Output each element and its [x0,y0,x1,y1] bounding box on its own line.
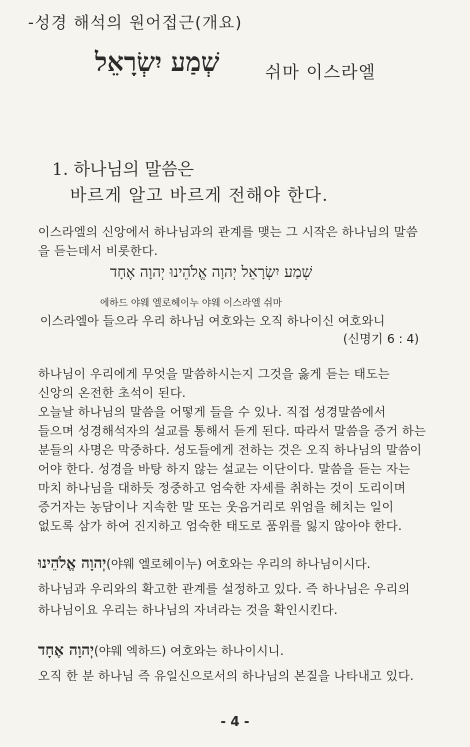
term-gloss: (야웨 엘로헤이누) 여호와는 우리의 하나님이시다. [106,557,371,571]
term-heading [38,641,284,660]
term-hebrew: יְהוָה אֶחָד [38,641,94,659]
term-line: 하나님이요 우리는 하나님의 자녀라는 것을 확인시킨다. [38,603,338,617]
paragraph-line: 증거자는 농담이나 지속한 말 또는 웃음거리로 위엄을 헤치는 일이 [38,500,394,514]
paragraph-line: 분들의 사명은 막중하다. 성도들에게 전하는 것은 오직 하나님의 말씀이 [38,443,422,457]
scripture-citation: (신명기 6 : 4) [343,332,420,346]
term-hebrew: יְהוָה אֱלֹהֵינוּ [38,554,107,572]
title-hebrew: שְׁמַע יִשְׂרָאֵל [95,48,220,78]
paragraph-line: 신앙의 온전한 초석이 된다. [38,386,187,400]
intro-line: 이스라엘의 신앙에서 하나님과의 관계를 맺는 그 시작은 하나님의 말씀 [38,225,418,239]
shema-transliteration: 에하드 야웨 엘로헤이누 야웨 이스라엘 쉬마 [100,298,283,309]
term-line: 오직 한 분 하나님 즉 유일신으로서의 하나님의 본질을 나타내고 있다. [38,669,414,683]
running-header: -성경 해석의 원어접근(개요) [28,13,243,32]
intro-line: 을 듣는데서 비롯한다. [38,244,158,258]
paragraph-line: 하나님이 우리에게 무엇을 말씀하시는지 그것을 옳게 듣는 태도는 [38,367,390,381]
shema-translation: 이스라엘아 들으라 우리 하나님 여호와는 오직 하나이신 여호와니 [40,314,385,328]
title-korean: 쉬마 이스라엘 [265,63,376,83]
paragraph-line: 없도록 삼가 하여 진지하고 엄숙한 태도로 품위를 잃지 않아야 한다. [38,519,403,533]
paragraph-line: 마치 하나님을 대하듯 정중하고 엄숙한 자세를 취하는 것이 도리이며 [38,481,406,495]
paragraph-line: 어야 한다. 성경을 바탕 하지 않는 설교는 이단이다. 말씀을 듣는 자는 [38,462,411,476]
term-line: 하나님과 우리와의 확고한 관계를 설정하고 있다. 즉 하나님은 우리의 [38,582,410,596]
term-gloss: (야웨 엑하드) 여호와는 하나이시니. [93,644,284,658]
section-heading-line2: 바르게 알고 바르게 전해야 한다. [70,186,329,206]
paragraph-line: 오늘날 하나님의 말씀을 어떻게 들을 수 있나. 직접 성경말씀에서 [38,405,386,419]
term-heading [38,554,371,573]
section-heading-line1: 1. 하나님의 말씀은 [52,160,194,180]
shema-hebrew-verse: שְׁמַע יִשְׂרָאֵל יְהוָה אֱלֹהֵינוּ יְהוָה אֶחָד [110,263,313,281]
paragraph-line: 들으며 성경해석자의 설교를 통해서 듣게 된다. 따라서 말씀을 증거 하는 [38,424,426,438]
page-number: - 4 - [220,715,250,730]
